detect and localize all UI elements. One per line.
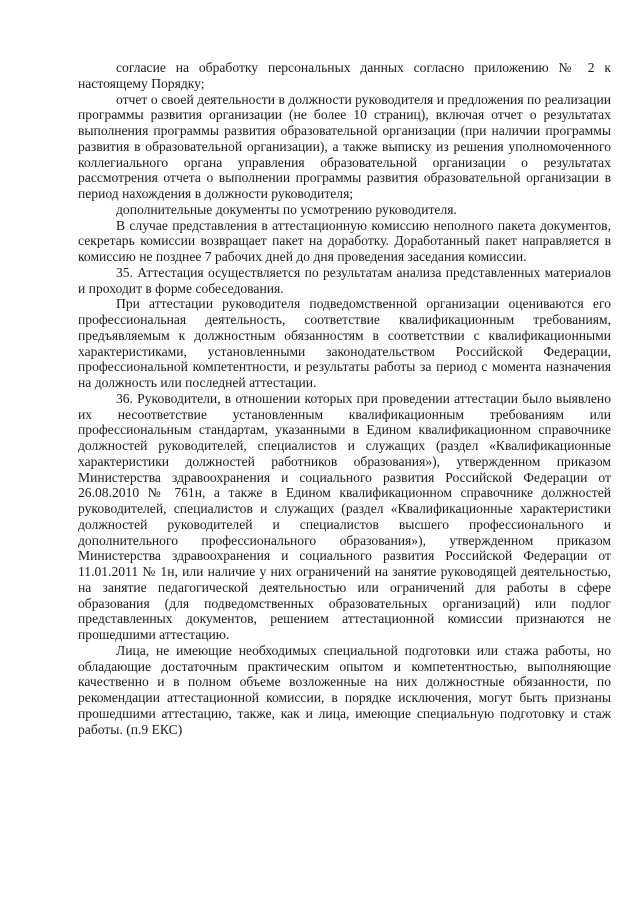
paragraph-exception: Лица, не имеющие необходимых специальной подготовки или стажа работы, но обладающие достаточным практическим опытом и компетентностью, выполняющие качественно и в полном объеме возложенные на них должностные обязанности, по рекомендации аттестационной комиссии, в порядке исключения, могут быть признаны прошедшими аттестацию, также, как и лица, имеющие специальную подготовку и стаж работы. (п.9 ЕКС) [78, 642, 611, 737]
paragraph-additional-documents: дополнительные документы по усмотрению руководителя. [116, 201, 457, 217]
paragraph-activity-report: отчет о своей деятельности в должности руководителя и предложения по реализации программы развития организации (не более 10 страниц), включая отчет о результатах выполнения программы развития образовательной организации (при наличии программы развития в образовательной организации), а также выписку из решения уполномоченного коллегиального органа управления образовательной организации о результатах рассмотрения отчета о выполнении программы развития образовательной организации в период нахождения в должности руководителя; [78, 91, 611, 201]
paragraph-incomplete-package: В случае представления в аттестационную комиссию неполного пакета документов, секретарь комиссии возвращает пакет на доработку. Доработанный пакет направляется в комиссию не позднее 7 рабочих дней до дня проведения заседания комиссии. [78, 217, 611, 264]
paragraph-assessment-criteria: При аттестации руководителя подведомственной организации оцениваются его профессиональная деятельность, соответствие квалификационным требованиям, предъявляемым к должностным обязанностям в соответствии с квалификационными характеристиками, установленными законодательством Российской Федерации, профессиональной компетентности, и результаты работы за период с момента назначения на должность или последней аттестации. [78, 296, 611, 390]
paragraph-section-36: 36. Руководители, в отношении которых при проведении аттестации было выявлено их несоответствие установленным квалификационным требованиям или профессиональным стандартам, указанными в Едином квалификационном справочнике должностей руководителей, специалистов и служащих (раздел «Квалификационные характеристики должностей работников образования»), утвержденном приказом Министерства здравоохранения и социального развития Российской Федерации от 26.08.2010 № 761н, а также в Едином квалификационном справочнике должностей руководителей, специалистов и служащих (раздел «Квалификационные характеристики должностей руководителей и специалистов высшего профессионального и дополнительного профессионального образования»), утвержденном приказом Министерства здравоохранения и социального развития Российской Федерации от 11.01.2011 № 1н, или наличие у них ограничений на занятие руководящей деятельностью, на занятие педагогической деятельностью или ограничений для работы в сфере образования (для подведомственных образовательных организаций) или подлог представленных документов, решением аттестационной комиссии признаются не прошедшими аттестацию. [78, 390, 611, 642]
paragraph-section-35: 35. Аттестация осуществляется по результатам анализа представленных материалов и проходит в форме собеседования. [78, 264, 611, 296]
paragraph-consent: согласие на обработку персональных данных согласно приложению № 2 к настоящему Порядку; [78, 60, 611, 91]
document-page [78, 60, 611, 737]
